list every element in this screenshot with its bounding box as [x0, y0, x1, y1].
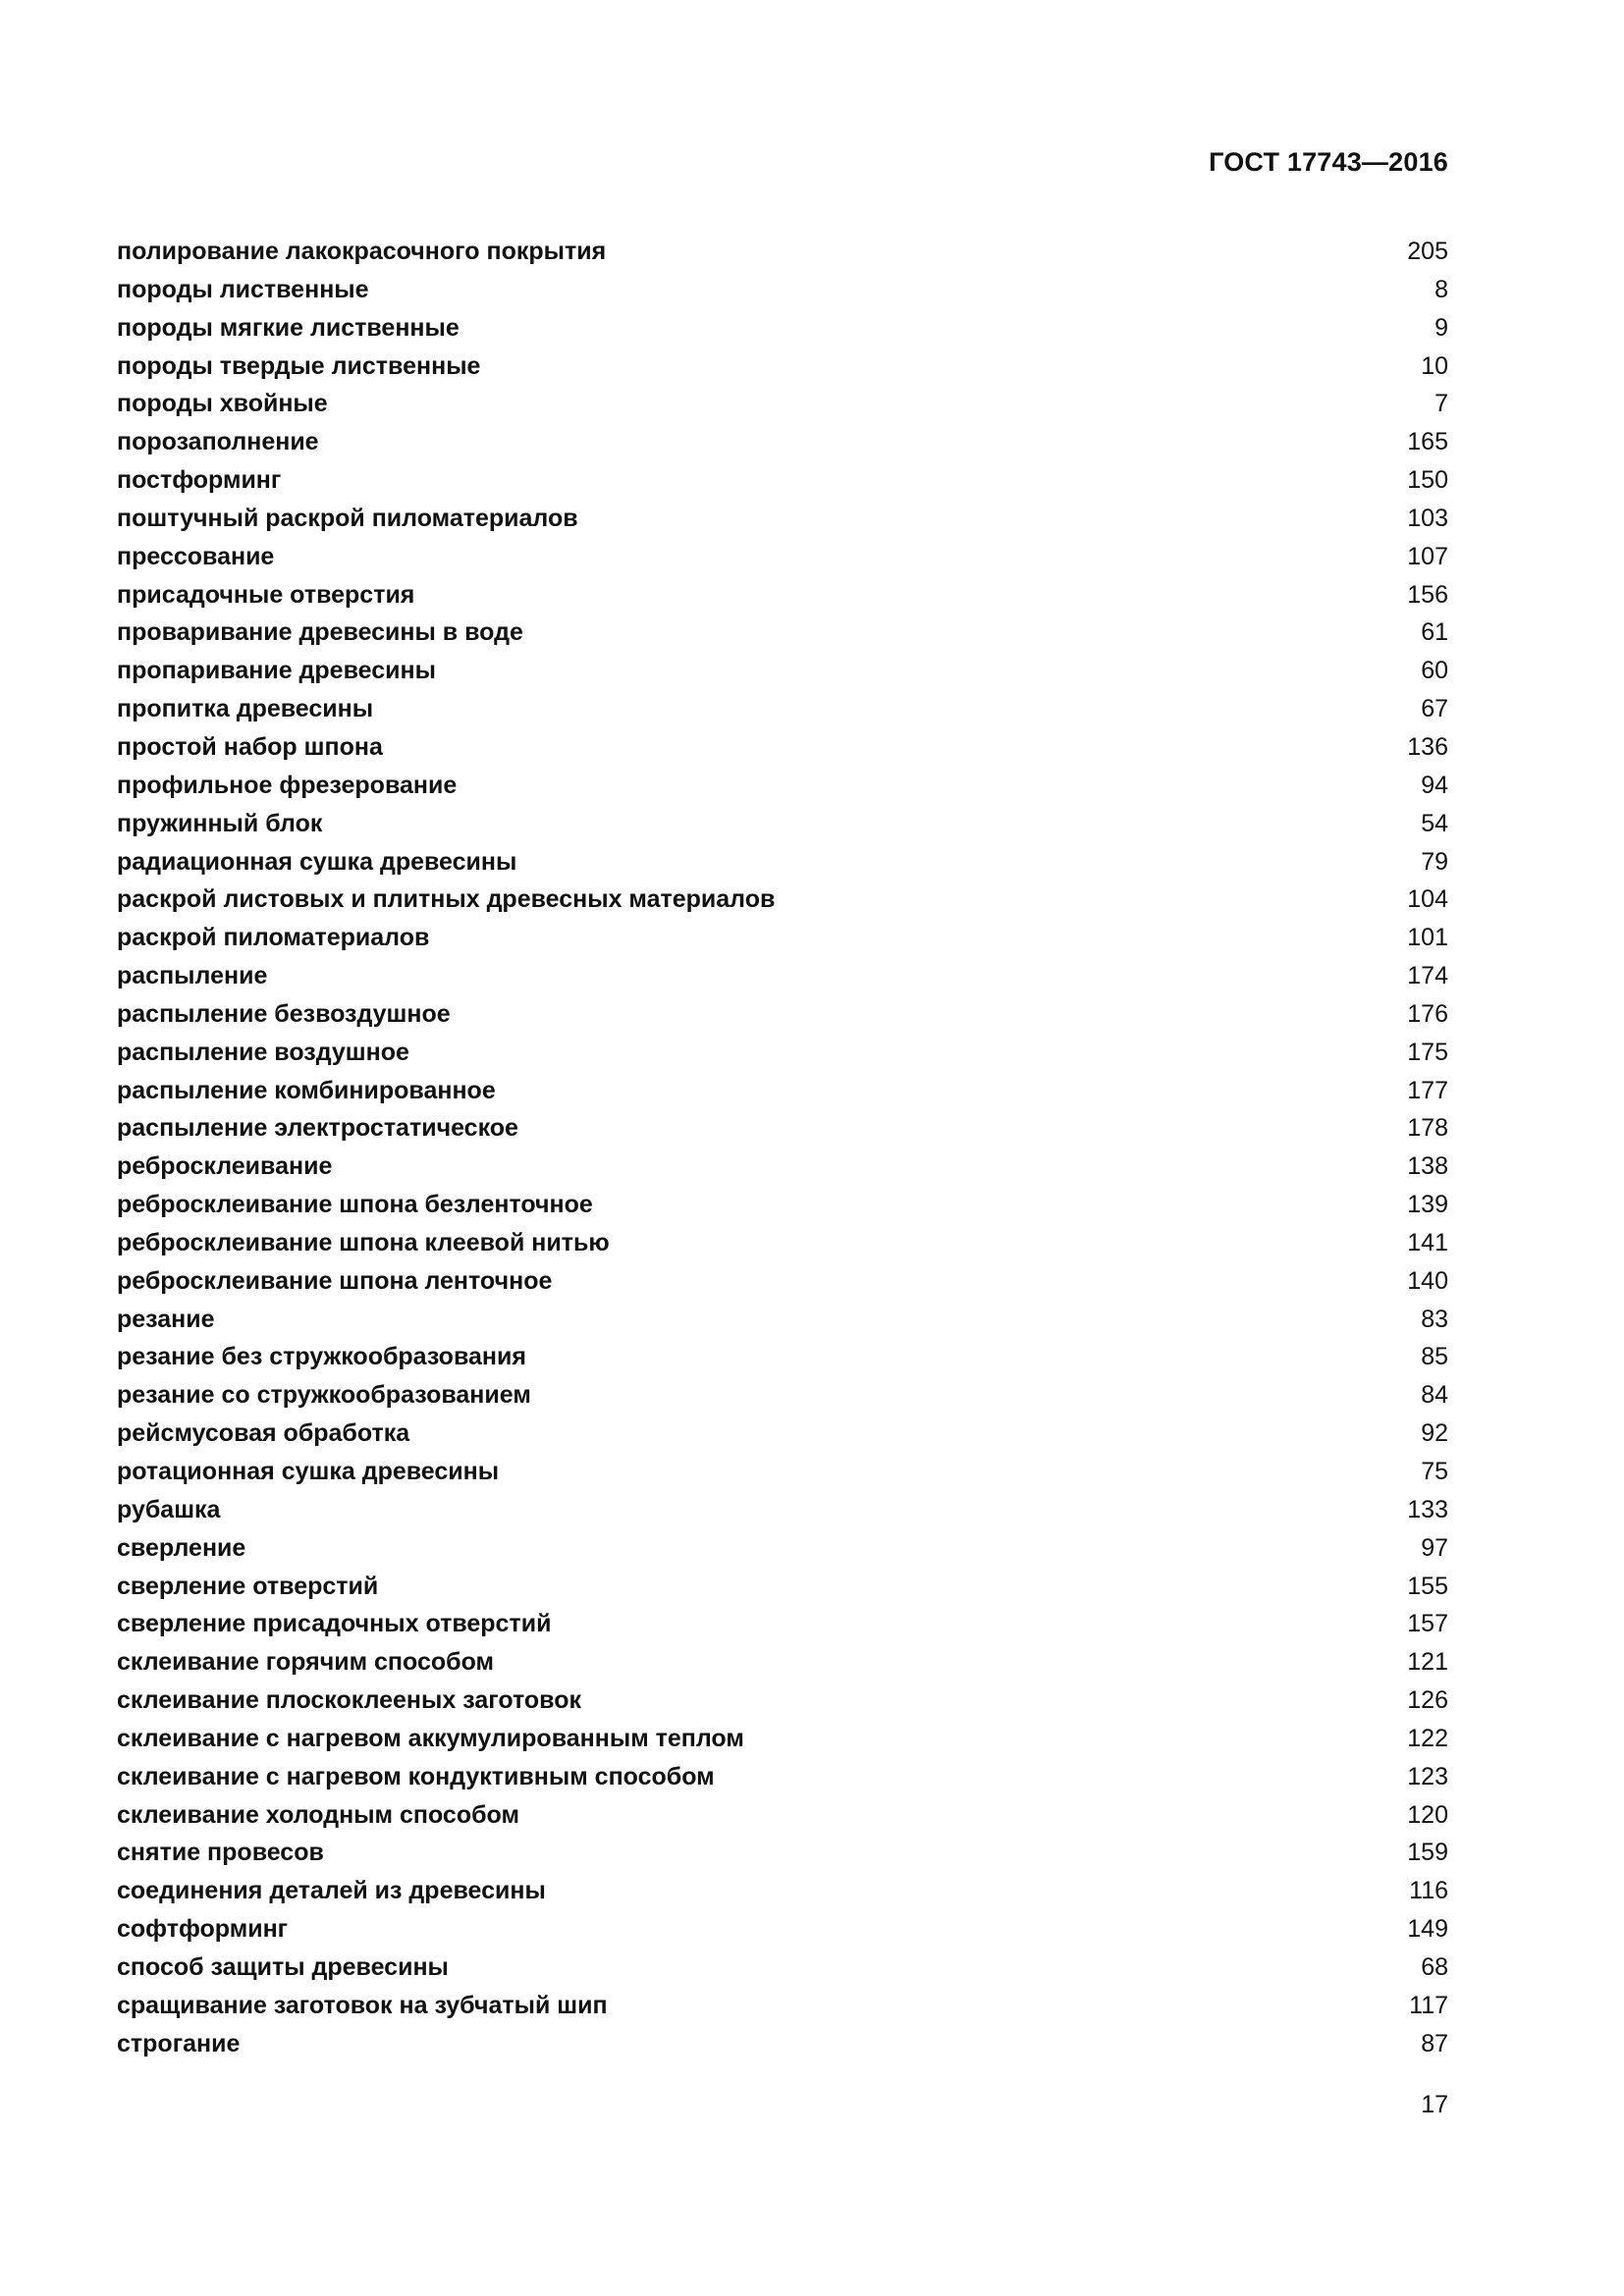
index-entry [117, 1338, 1448, 1376]
index-entry [117, 1529, 1448, 1568]
index-entry [117, 919, 1448, 957]
index-term-number: 205 [1407, 238, 1448, 265]
index-term-number: 133 [1407, 1495, 1448, 1523]
index-term-number: 177 [1407, 1076, 1448, 1104]
index-term-number: 116 [1409, 1877, 1448, 1905]
index-entry [117, 423, 1448, 461]
index-term-number: 157 [1407, 1610, 1448, 1638]
index-term-number: 68 [1421, 1952, 1448, 1981]
index-term: ребросклеивание [117, 1152, 333, 1181]
index-entry [117, 1453, 1448, 1491]
index-term: распыление комбинированное [117, 1076, 496, 1104]
index-term: сращивание заготовок на зубчатый шип [117, 1991, 608, 2019]
index-term-number: 174 [1407, 962, 1448, 990]
index-term-number: 126 [1407, 1686, 1448, 1715]
index-term-number: 83 [1421, 1305, 1448, 1333]
index-entry [117, 1072, 1448, 1110]
index-entry [117, 385, 1448, 423]
standard-designation: ГОСТ 17743—2016 [1209, 147, 1448, 177]
page-number: 17 [1421, 2091, 1448, 2118]
index-term: породы хвойные [117, 390, 328, 418]
index-term-number: 104 [1407, 885, 1448, 914]
index-term-number: 123 [1407, 1762, 1448, 1790]
index-term-number: 117 [1409, 1991, 1448, 2019]
index-term-number: 165 [1407, 428, 1448, 456]
index-term-number: 97 [1421, 1533, 1448, 1562]
index-term: распыление воздушное [117, 1038, 409, 1066]
index-term-number: 9 [1435, 313, 1448, 342]
index-entry [117, 1186, 1448, 1224]
index-entry [117, 957, 1448, 995]
index-term: склеивание горячим способом [117, 1648, 495, 1677]
index-term: профильное фрезерование [117, 771, 458, 799]
index-term-number: 122 [1407, 1724, 1448, 1752]
index-term: радиационная сушка древесины [117, 847, 517, 876]
index-entry [117, 1758, 1448, 1796]
index-entry [117, 1987, 1448, 2025]
index-term: ребросклеивание шпона ленточное [117, 1266, 553, 1295]
index-term: резание со стружкообразованием [117, 1381, 531, 1410]
index-term-number: 107 [1407, 542, 1448, 570]
index-term: породы твердые лиственные [117, 351, 481, 380]
index-term: склеивание с нагревом аккумулированным теплом [117, 1724, 744, 1752]
index-entry [117, 1796, 1448, 1835]
index-entry [117, 1949, 1448, 1987]
index-term: поштучный раскрой пиломатериалов [117, 504, 578, 532]
index-term-number: 149 [1407, 1915, 1448, 1944]
index-entry [117, 1224, 1448, 1262]
index-term-number: 8 [1435, 275, 1448, 303]
index-entry [117, 1605, 1448, 1643]
index-term-number: 178 [1407, 1114, 1448, 1143]
index-entry [117, 1720, 1448, 1758]
index-term: склеивание плоскоклееных заготовок [117, 1686, 581, 1715]
index-term: соединения деталей из древесины [117, 1877, 546, 1905]
index-term-number: 175 [1407, 1038, 1448, 1066]
index-term: строгание [117, 2029, 241, 2057]
index-term-number: 120 [1407, 1800, 1448, 1829]
index-term: снятие провесов [117, 1839, 324, 1867]
index-term: порозаполнение [117, 428, 319, 456]
index-term: ротационная сушка древесины [117, 1458, 500, 1485]
index-entry [117, 500, 1448, 538]
index-entry [117, 1262, 1448, 1301]
index-term: постформинг [117, 466, 282, 495]
index-entry [117, 271, 1448, 309]
index-term: пропаривание древесины [117, 657, 436, 685]
index-entry [117, 1643, 1448, 1682]
index-entry [117, 1491, 1448, 1529]
index-entry [117, 576, 1448, 614]
index-term-number: 94 [1421, 771, 1448, 799]
index-term-number: 7 [1435, 390, 1448, 418]
index-entry [117, 233, 1448, 271]
index-term: софтформинг [117, 1915, 289, 1944]
index-term: склеивание с нагревом кондуктивным способом [117, 1762, 715, 1790]
index-term-number: 60 [1421, 657, 1448, 685]
index-term-number: 67 [1421, 695, 1448, 723]
index-term-number: 155 [1407, 1572, 1448, 1600]
index-term: сверление отверстий [117, 1572, 379, 1600]
index-entry [117, 2025, 1448, 2063]
index-term: распыление [117, 962, 268, 990]
index-term: породы мягкие лиственные [117, 313, 460, 342]
index-entry [117, 690, 1448, 728]
index-term-number: 136 [1407, 732, 1448, 761]
index-term-number: 10 [1421, 351, 1448, 380]
index-term: прессование [117, 542, 275, 570]
index-entry [117, 652, 1448, 690]
index-term-number: 61 [1421, 618, 1448, 647]
index-term: присадочные отверстия [117, 580, 415, 609]
index-entry [117, 995, 1448, 1034]
index-term: ребросклеивание шпона безленточное [117, 1191, 593, 1219]
index-term-number: 159 [1407, 1839, 1448, 1867]
alphabetical-index [117, 233, 1448, 2063]
index-term: сверление присадочных отверстий [117, 1610, 552, 1638]
index-term-number: 85 [1421, 1343, 1448, 1371]
index-term: раскрой пиломатериалов [117, 924, 430, 952]
index-entry [117, 1301, 1448, 1339]
index-term: распыление безвоздушное [117, 999, 451, 1028]
index-term-number: 150 [1407, 466, 1448, 495]
index-entry [117, 1568, 1448, 1606]
index-term: распыление электростатическое [117, 1114, 518, 1143]
index-entry [117, 767, 1448, 805]
index-term: пропитка древесины [117, 695, 374, 723]
index-entry [117, 843, 1448, 881]
index-term-number: 84 [1421, 1381, 1448, 1410]
index-term: пружинный блок [117, 809, 323, 837]
index-term-number: 54 [1421, 809, 1448, 837]
index-entry [117, 461, 1448, 500]
index-term-number: 140 [1407, 1266, 1448, 1295]
index-term-number: 176 [1407, 999, 1448, 1028]
index-entry [117, 1148, 1448, 1186]
index-term-number: 87 [1421, 2029, 1448, 2057]
index-term-number: 121 [1407, 1648, 1448, 1677]
index-entry [117, 881, 1448, 919]
index-term-number: 101 [1407, 924, 1448, 952]
index-term-number: 103 [1407, 504, 1448, 532]
index-term: породы лиственные [117, 275, 369, 303]
index-term: полирование лакокрасочного покрытия [117, 238, 607, 265]
index-entry [117, 538, 1448, 576]
index-entry [117, 1910, 1448, 1949]
index-term: резание [117, 1305, 215, 1333]
index-entry [117, 1376, 1448, 1415]
index-entry [117, 1872, 1448, 1910]
index-entry [117, 805, 1448, 843]
index-term-number: 92 [1421, 1419, 1448, 1448]
index-term-number: 79 [1421, 847, 1448, 876]
index-term: резание без стружкообразования [117, 1343, 526, 1371]
index-entry [117, 728, 1448, 767]
index-entry [117, 1034, 1448, 1072]
index-term-number: 141 [1407, 1228, 1448, 1256]
index-term: раскрой листовых и плитных древесных материалов [117, 885, 776, 914]
index-term: способ защиты древесины [117, 1952, 449, 1981]
index-term: рубашка [117, 1495, 221, 1523]
index-entry [117, 309, 1448, 347]
index-term-number: 138 [1407, 1152, 1448, 1181]
index-entry [117, 1682, 1448, 1720]
index-term-number: 156 [1407, 580, 1448, 609]
index-term-number: 75 [1421, 1458, 1448, 1485]
index-entry [117, 614, 1448, 652]
index-term: ребросклеивание шпона клеевой нитью [117, 1228, 610, 1256]
index-term: склеивание холодным способом [117, 1800, 519, 1829]
index-entry [117, 1109, 1448, 1148]
index-term: рейсмусовая обработка [117, 1419, 410, 1448]
index-entry [117, 347, 1448, 386]
index-term: проваривание древесины в воде [117, 618, 523, 647]
index-entry [117, 1415, 1448, 1453]
index-term: простой набор шпона [117, 732, 383, 761]
index-term-number: 139 [1407, 1191, 1448, 1219]
index-entry [117, 1834, 1448, 1872]
index-term: сверление [117, 1533, 246, 1562]
